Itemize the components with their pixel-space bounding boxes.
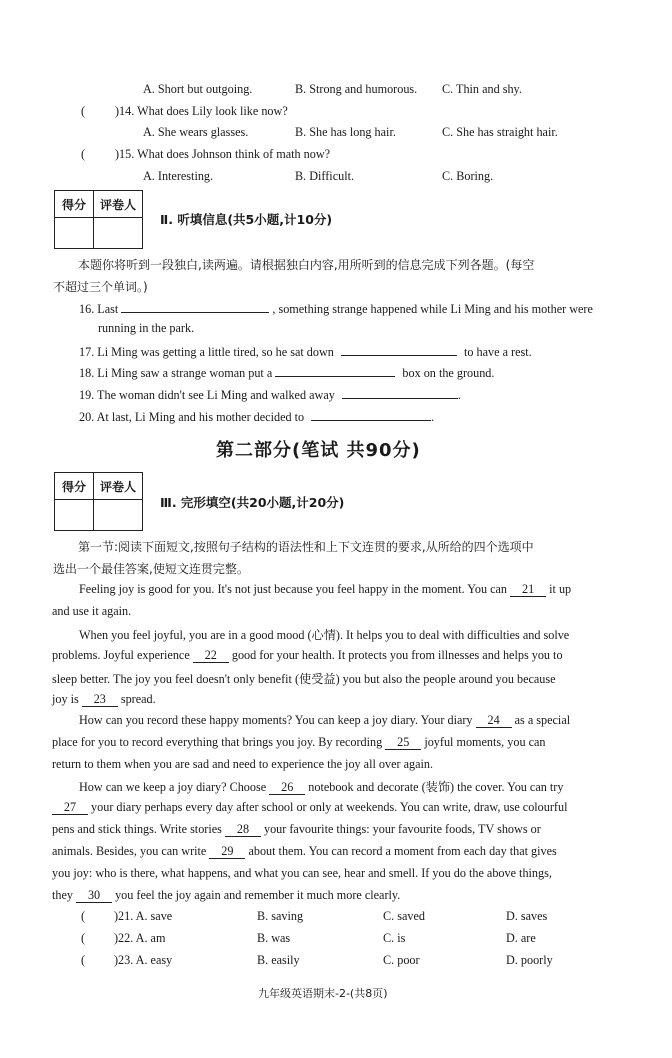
grader-label: 评卷人	[94, 473, 142, 500]
q20-text-b: .	[431, 410, 435, 424]
passage-text: your favourite things: your favourite foods, TV shows or	[263, 822, 541, 836]
section-3-instruction-line2: 选出一个最佳答案,使短文连贯完整。	[53, 562, 249, 576]
section-3-title: Ⅲ. 完形填空(共20小题,计20分)	[160, 495, 345, 510]
q15-question: )15. What does Johnson think of math now?	[115, 147, 331, 161]
q14-option-b: B. She has long hair.	[295, 125, 396, 139]
blank-26[interactable]: 26	[269, 781, 305, 795]
score-cell[interactable]	[55, 500, 94, 530]
blank-27[interactable]: 27	[52, 801, 88, 815]
q14-option-a: A. She wears glasses.	[143, 125, 249, 139]
passage-text: pens and stick things. Write stories	[52, 822, 222, 836]
blank-21[interactable]: 21	[510, 583, 546, 597]
q18-text-b: box on the ground.	[402, 366, 495, 380]
grader-cell[interactable]	[94, 218, 142, 248]
q18	[79, 364, 494, 381]
q16-text-a: 16. Last	[79, 302, 119, 316]
q20	[79, 408, 434, 425]
q13-option-c: C. Thin and shy.	[442, 82, 522, 96]
q13-option-a: A. Short but outgoing.	[143, 82, 253, 96]
passage-text: Feeling joy is good for you. It's not just because you feel happy in the moment. You can	[79, 582, 508, 596]
score-box-section-3	[54, 472, 143, 531]
choice-22-c: C. is	[383, 931, 406, 945]
choice-23-a: )23. A. easy	[114, 953, 173, 967]
passage-text: How can you record these happy moments? You can keep a joy diary. Your diary	[79, 713, 473, 727]
q16-answer-blank[interactable]	[121, 300, 269, 313]
grader-cell[interactable]	[94, 500, 142, 530]
q14-option-c: C. She has straight hair.	[442, 125, 558, 139]
section-2-title: Ⅱ. 听填信息(共5小题,计10分)	[160, 212, 333, 227]
q18-text-a: 18. Li Ming saw a strange woman put a	[79, 366, 273, 380]
q17	[79, 343, 532, 360]
passage-text: joy is	[52, 692, 79, 706]
choice-21-d: D. saves	[506, 909, 548, 923]
passage-text: How can we keep a joy diary? Choose	[79, 780, 267, 794]
choice-23-b: B. easily	[257, 953, 300, 967]
q20-text-a: 20. At last, Li Ming and his mother decided to	[79, 410, 305, 424]
passage-text: place for you to record everything that brings you joy. By recording	[52, 735, 383, 749]
score-label: 得分	[55, 191, 94, 218]
passage-line	[79, 713, 570, 728]
part-2-title: 第二部分(笔试 共90分)	[216, 440, 421, 461]
q16-text-b: , something strange happened while Li Ming and his mother were	[272, 302, 593, 316]
q17-text-b: to have a rest.	[463, 345, 532, 359]
q17-text-a: 17. Li Ming was getting a little tired, so he sat down	[79, 345, 334, 359]
q17-answer-blank[interactable]	[341, 343, 457, 356]
choice-23-d: D. poorly	[506, 953, 553, 967]
q14-paren: (	[81, 104, 86, 118]
choice-23-paren[interactable]: (	[81, 953, 86, 967]
section-2-instruction-line2: 不超过三个单词。)	[53, 280, 148, 294]
choice-23-c: C. poor	[383, 953, 420, 967]
q20-answer-blank[interactable]	[311, 408, 431, 421]
passage-line	[79, 582, 571, 597]
choice-22-a: )22. A. am	[114, 931, 166, 945]
passage-line	[52, 844, 557, 859]
blank-23[interactable]: 23	[82, 693, 118, 707]
blank-30[interactable]: 30	[76, 889, 112, 903]
blank-25[interactable]: 25	[385, 736, 421, 750]
q16-text-c: running in the park.	[98, 321, 195, 335]
passage-line: return to them when you are sad and need to experience the joy all over again.	[52, 757, 434, 771]
score-cell[interactable]	[55, 218, 94, 248]
blank-29[interactable]: 29	[209, 845, 245, 859]
grader-label: 评卷人	[94, 191, 142, 218]
passage-line	[52, 735, 546, 750]
q19-answer-blank[interactable]	[342, 386, 458, 399]
q16	[79, 300, 593, 317]
passage-text: problems. Joyful experience	[52, 648, 190, 662]
q19	[79, 386, 461, 403]
passage-line	[52, 822, 541, 837]
q15-paren: (	[81, 147, 86, 161]
passage-line	[52, 648, 563, 663]
passage-text: notebook and decorate (装饰) the cover. You can try	[308, 780, 564, 794]
blank-24[interactable]: 24	[476, 714, 512, 728]
score-label: 得分	[55, 473, 94, 500]
blank-22[interactable]: 22	[193, 649, 229, 663]
q14-question: )14. What does Lily look like now?	[115, 104, 288, 118]
passage-line	[52, 692, 156, 707]
choice-22-d: D. are	[506, 931, 536, 945]
passage-text: about them. You can record a moment from each day that gives	[248, 844, 557, 858]
passage-text: it up	[549, 582, 572, 596]
passage-text: joyful moments, you can	[424, 735, 546, 749]
section-2-instruction-line1: 本题你将听到一段独白,读两遍。请根据独白内容,用所听到的信息完成下列各题。(每空	[78, 258, 535, 272]
choice-22-paren[interactable]: (	[81, 931, 86, 945]
passage-line: you joy: who is there, what happens, and what you can see, hear and smell. If you do the above things,	[52, 866, 552, 880]
passage-text: your diary perhaps every day after school or only at weekends. You can write, draw, use colourful	[91, 800, 568, 814]
passage-text: as a special	[514, 713, 571, 727]
q15-option-b: B. Difficult.	[295, 169, 355, 183]
passage-text: good for your health. It protects you from illnesses and helps you to	[231, 648, 563, 662]
passage-line: and use it again.	[52, 604, 132, 618]
q15-option-c: C. Boring.	[442, 169, 494, 183]
choice-22-b: B. was	[257, 931, 291, 945]
q19-text-a: 19. The woman didn't see Li Ming and walked away	[79, 388, 335, 402]
choice-21-c: C. saved	[383, 909, 425, 923]
passage-line: sleep better. The joy you feel doesn't only benefit (使受益) you but also the people around you because	[52, 672, 556, 686]
q15-option-a: A. Interesting.	[143, 169, 214, 183]
blank-28[interactable]: 28	[225, 823, 261, 837]
choice-21-paren[interactable]: (	[81, 909, 86, 923]
choice-21-a: )21. A. save	[114, 909, 173, 923]
passage-line	[52, 800, 567, 815]
passage-text: animals. Besides, you can write	[52, 844, 207, 858]
passage-text: spread.	[120, 692, 156, 706]
q19-text-b: .	[457, 388, 461, 402]
passage-text: they	[52, 888, 73, 902]
passage-line: When you feel joyful, you are in a good mood (心情). It helps you to deal with difficulties and solve	[79, 628, 570, 642]
q13-option-b: B. Strong and humorous.	[295, 82, 418, 96]
q18-answer-blank[interactable]	[275, 364, 395, 377]
choice-21-b: B. saving	[257, 909, 304, 923]
passage-line	[79, 778, 563, 795]
page-footer: 九年级英语期末-2-(共8页)	[258, 987, 388, 1000]
score-box-section-2	[54, 190, 143, 249]
section-3-instruction-line1: 第一节:阅读下面短文,按照句子结构的语法性和上下文连贯的要求,从所给的四个选项中	[78, 540, 534, 554]
passage-line	[52, 888, 400, 903]
passage-text: you feel the joy again and remember it much more clearly.	[115, 888, 401, 902]
